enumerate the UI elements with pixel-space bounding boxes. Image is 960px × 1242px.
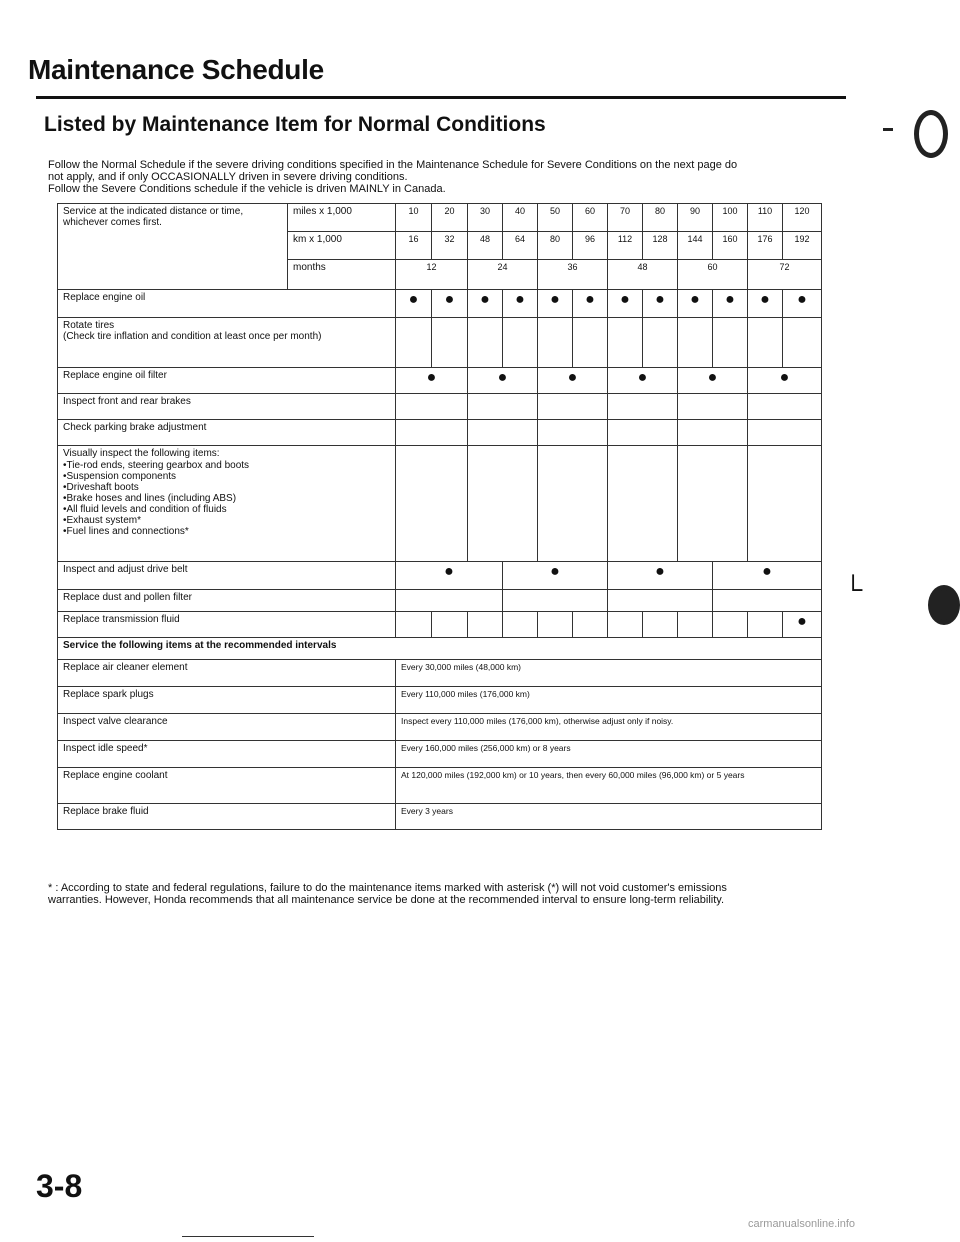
months-cell: 12 <box>396 260 468 290</box>
service-dot-icon: ● <box>468 290 503 318</box>
binder-hole-mark <box>914 110 948 158</box>
table-row: Replace spark plugs Every 110,000 miles (176,000 km) <box>58 687 822 714</box>
list-item: • Tie-rod ends, steering gearbox and boots <box>63 460 390 471</box>
mileage-cell: 90 <box>678 204 713 232</box>
mileage-cell: 10 <box>396 204 432 232</box>
km-cell: 16 <box>396 232 432 260</box>
service-dot-icon: ● <box>608 562 713 590</box>
months-cell: 60 <box>678 260 748 290</box>
table-row: Replace air cleaner element Every 30,000 miles (48,000 km) <box>58 660 822 687</box>
months-label: months <box>288 260 396 290</box>
months-cell: 72 <box>748 260 822 290</box>
km-cell: 176 <box>748 232 783 260</box>
service-dot-icon: ● <box>678 290 713 318</box>
table-row <box>58 638 822 660</box>
mileage-cell: 20 <box>432 204 468 232</box>
km-cell: 128 <box>643 232 678 260</box>
km-cell: 96 <box>573 232 608 260</box>
km-cell: 160 <box>713 232 748 260</box>
service-dot-icon: ● <box>713 290 748 318</box>
service-dot-icon: ● <box>748 290 783 318</box>
table-row: Replace engine coolant At 120,000 miles (192,000 km) or 10 years, then every 60,000 miles (96,000 km) or 5 years <box>58 768 822 804</box>
service-dot-icon: ● <box>503 290 538 318</box>
months-cell: 48 <box>608 260 678 290</box>
footnote: * : According to state and federal regulations, failure to do the maintenance items marked with asterisk (*) will not void customer's emissions warranties. However, Honda recommends that all maintenance service be done at the recommended interval to ensure long-term reliability. <box>48 882 727 906</box>
mileage-cell: 70 <box>608 204 643 232</box>
service-dot-icon: ● <box>713 562 822 590</box>
service-dot-icon: ● <box>783 612 822 638</box>
section-heading: Service the following items at the recommended intervals <box>58 638 822 660</box>
title-rule <box>36 96 846 99</box>
table-row: Replace dust and pollen filter <box>58 590 822 612</box>
mileage-cell: 60 <box>573 204 608 232</box>
km-cell: 32 <box>432 232 468 260</box>
table-row: Visually inspect the following items: • Tie-rod ends, steering gearbox and boots • Suspension components • Driveshaft boots • Brake hoses and lines (including ABS) • All fluid levels and condition of fluids • Exhaust system* • Fuel lines and connections* <box>58 446 822 562</box>
footer-rule <box>182 1236 314 1237</box>
miles-label: miles x 1,000 <box>288 204 396 232</box>
months-cell: 36 <box>538 260 608 290</box>
service-dot-icon: ● <box>783 290 822 318</box>
table-row: Replace transmission fluid ● <box>58 612 822 638</box>
header-label: Service at the indicated distance or time, whichever comes first. <box>58 204 288 290</box>
list-item: • Brake hoses and lines (including ABS) <box>63 493 390 504</box>
km-cell: 64 <box>503 232 538 260</box>
table-row: Replace engine oil ● ● ● ● ● ● ● ● ● ● ● ● <box>58 290 822 318</box>
intro-paragraph: Follow the Normal Schedule if the severe driving conditions specified in the Maintenance Schedule for Severe Conditions on the next page do not apply, and if only OCCASIONALLY driven in severe driving conditions. Follow the Severe Conditions schedule if the vehicle is driven MAINLY in Canada. <box>48 159 738 195</box>
table-row: Inspect and adjust drive belt ● ● ● ● <box>58 562 822 590</box>
km-cell: 144 <box>678 232 713 260</box>
list-item: • Driveshaft boots <box>63 482 390 493</box>
list-item: • Fuel lines and connections* <box>63 526 390 537</box>
table-row <box>58 204 822 232</box>
binder-hole-mark <box>928 585 960 625</box>
section-title: Listed by Maintenance Item for Normal Conditions <box>44 113 546 136</box>
margin-mark <box>883 128 893 131</box>
mileage-cell: 80 <box>643 204 678 232</box>
margin-hook-mark: └ <box>844 574 863 604</box>
mileage-cell: 40 <box>503 204 538 232</box>
service-dot-icon: ● <box>396 562 503 590</box>
km-label: km x 1,000 <box>288 232 396 260</box>
service-dot-icon: ● <box>608 290 643 318</box>
list-item: • Suspension components <box>63 471 390 482</box>
mileage-cell: 120 <box>783 204 822 232</box>
service-dot-icon: ● <box>678 368 748 394</box>
table-row: Inspect front and rear brakes <box>58 394 822 420</box>
mileage-cell: 50 <box>538 204 573 232</box>
maintenance-schedule-table <box>57 203 822 830</box>
km-cell: 112 <box>608 232 643 260</box>
months-cell: 24 <box>468 260 538 290</box>
table-row: Check parking brake adjustment <box>58 420 822 446</box>
table-row: Inspect idle speed* Every 160,000 miles (256,000 km) or 8 years <box>58 741 822 768</box>
watermark: carmanualsonline.info <box>748 1218 856 1230</box>
km-cell: 80 <box>538 232 573 260</box>
km-cell: 48 <box>468 232 503 260</box>
service-dot-icon: ● <box>748 368 822 394</box>
service-dot-icon: ● <box>573 290 608 318</box>
mileage-cell: 110 <box>748 204 783 232</box>
table-row: Replace engine oil filter ● ● ● ● ● ● <box>58 368 822 394</box>
table-row: Replace brake fluid Every 3 years <box>58 804 822 830</box>
list-item: • Exhaust system* <box>63 515 390 526</box>
service-dot-icon: ● <box>396 368 468 394</box>
list-item: • All fluid levels and condition of fluids <box>63 504 390 515</box>
mileage-cell: 100 <box>713 204 748 232</box>
mileage-cell: 30 <box>468 204 503 232</box>
page-number: 3-8 <box>36 1168 83 1204</box>
service-dot-icon: ● <box>538 290 573 318</box>
service-dot-icon: ● <box>643 290 678 318</box>
service-dot-icon: ● <box>468 368 538 394</box>
service-dot-icon: ● <box>396 290 432 318</box>
table-row: Rotate tires (Check tire inflation and condition at least once per month) <box>58 318 822 368</box>
service-dot-icon: ● <box>538 368 608 394</box>
service-dot-icon: ● <box>503 562 608 590</box>
km-cell: 192 <box>783 232 822 260</box>
service-dot-icon: ● <box>608 368 678 394</box>
table-row: Inspect valve clearance Inspect every 110,000 miles (176,000 km), otherwise adjust only if noisy. <box>58 714 822 741</box>
page-title: Maintenance Schedule <box>28 54 324 85</box>
service-dot-icon: ● <box>432 290 468 318</box>
inspection-list <box>63 460 390 537</box>
